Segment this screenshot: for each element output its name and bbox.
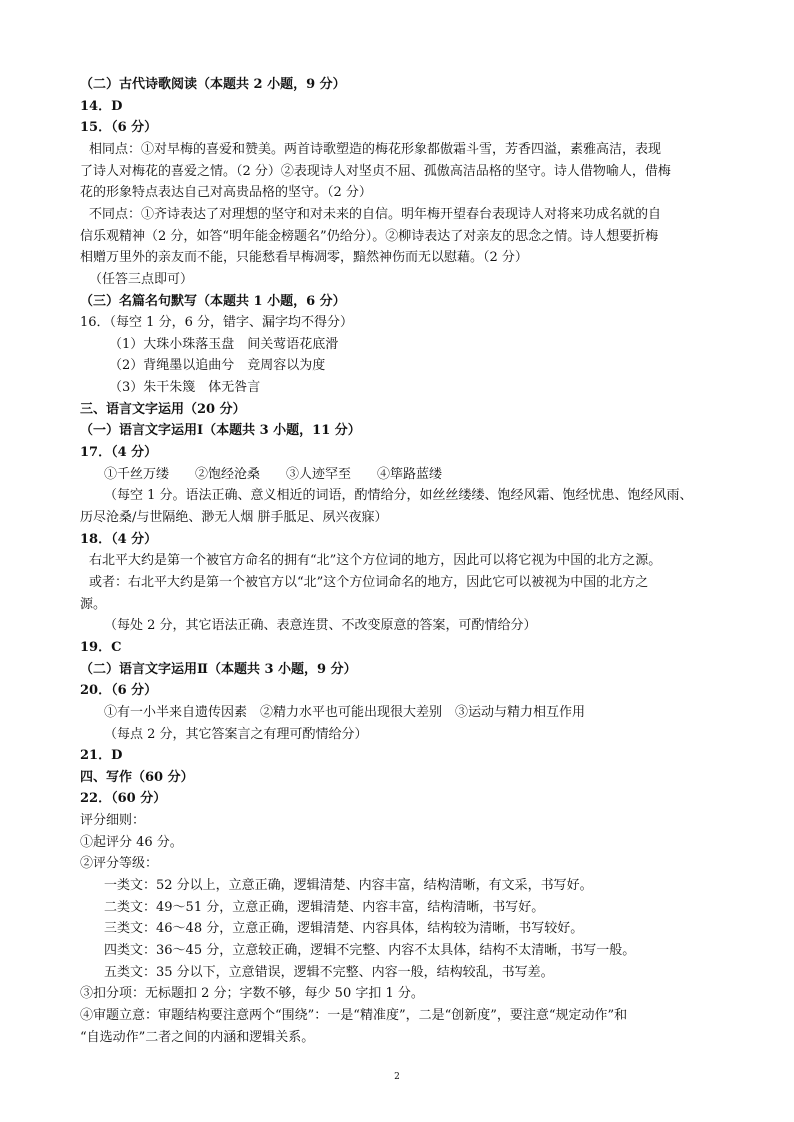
text-line: ③扣分项：无标题扣 2 分；字数不够，每少 50 字扣 1 分。 <box>80 986 424 1002</box>
text-line: 16．（每空 1 分，6 分，错字、漏字均不得分） <box>80 315 353 331</box>
text-line: （1）大珠小珠落玉盘 间关莺语花底滑 <box>109 336 339 352</box>
text-line: ②评分等级： <box>80 856 159 872</box>
section-heading: 22．（60 分） <box>80 791 167 807</box>
text-line: ④审题立意：审题结构要注意两个“围绕”：一是“精准度”，二是“创新度”，要注意“规定动作”和 <box>80 1007 628 1023</box>
section-heading: 15．（6 分） <box>80 120 158 136</box>
section-heading: 三、语言文字运用（20 分） <box>80 401 246 417</box>
text-line: 不同点：①齐诗表达了对理想的坚守和对未来的自信。明年梅开望春台表现诗人对将来功成名就的自 <box>89 206 662 222</box>
text-line: “自选动作”二者之间的内涵和逻辑关系。 <box>80 1029 315 1045</box>
section-heading: 19．C <box>80 639 122 655</box>
page-number: 2 <box>394 1072 400 1082</box>
text-line: 花的形象特点表达自己对高贵品格的坚守。（2 分） <box>80 185 372 201</box>
text-line: 历尽沧桑/与世隔绝、渺无人烟 胼手胝足、夙兴夜寐） <box>80 510 388 525</box>
text-line: 四类文：36～45 分，立意较正确，逻辑不完整、内容不太具体，结构不太清晰，书写一般。 <box>104 943 636 958</box>
text-line: 或者：右北平大约是第一个被官方以“北”这个方位词命名的地方，因此它可以被视为中国的北方之 <box>89 575 649 590</box>
section-heading: 四、写作（60 分） <box>80 769 194 785</box>
text-line: ①有一小半来自遗传因素 ②精力水平也可能出现很大差别 ③运动与精力相互作用 <box>104 704 586 720</box>
text-line: 一类文：52 分以上，立意正确，逻辑清楚、内容丰富，结构清晰，有文采，书写好。 <box>104 878 593 893</box>
section-heading: （二）语言文字运用Ⅱ（本题共 3 小题，9 分） <box>80 661 357 677</box>
text-line: （每点 2 分，其它答案言之有理可酌情给分） <box>104 726 368 742</box>
text-line: 了诗人对梅花的喜爱之情。（2 分）②表现诗人对坚贞不屈、孤傲高洁品格的坚守。诗人借物喻人，借梅 <box>80 163 671 179</box>
text-line: 五类文：35 分以下，立意错误，逻辑不完整、内容一般，结构较乱，书写差。 <box>104 964 554 980</box>
text-line: 源。 <box>80 596 107 612</box>
section-heading: 17．（4 分） <box>80 445 158 460</box>
text-line: 三类文：46～48 分，立意正确，逻辑清楚、内容具体，结构较为清晰，书写较好。 <box>104 921 584 937</box>
text-line: （3）朱干朱篾 体无咎言 <box>109 380 261 396</box>
text-line: （每处 2 分，其它语法正确、表意连贯、不改变原意的答案，可酌情给分） <box>104 618 537 634</box>
text-line: 评分细则： <box>80 813 146 829</box>
text-line: ①千丝万缕 ②饱经沧桑 ③人迹罕至 ④筚路蓝缕 <box>104 466 443 482</box>
text-line: 相同点：①对早梅的喜爱和赞美。两首诗歌塑造的梅花形象都傲霜斗雪，芳香四溢，素雅高洁，表现 <box>89 141 662 157</box>
section-heading: （二）古代诗歌阅读（本题共 2 小题，9 分） <box>80 77 346 92</box>
section-heading: 18．（4 分） <box>80 531 158 547</box>
text-line: （2）背绳墨以追曲兮 竞周容以为度 <box>109 358 326 374</box>
text-line: 右北平大约是第一个被官方命名的拥有“北”这个方位词的地方，因此可以将它视为中国的北方之源。 <box>89 553 662 569</box>
section-heading: 14．D <box>80 98 123 114</box>
section-heading: 20．（6 分） <box>80 683 158 699</box>
text-line: 相赠万里外的亲友而不能，只能愁看早梅凋零，黯然神伤而无以慰藉。（2 分） <box>80 250 528 266</box>
section-heading: 21．D <box>80 748 123 764</box>
section-heading: （三）名篇名句默写（本题共 1 小题，6 分） <box>80 293 346 309</box>
text-line: 二类文：49～51 分，立意正确，逻辑清楚、内容丰富，结构清晰，书写好。 <box>104 899 545 915</box>
text-line: ①起评分 46 分。 <box>80 834 183 850</box>
text-line: 信乐观精神（2 分，如答“明年能金榜题名”仍给分）。②柳诗表达了对亲友的思念之情。诗人想要折梅 <box>80 228 659 244</box>
text-line: （每空 1 分。语法正确、意义相近的词语，酌情给分，如丝丝缕缕、饱经风霜、饱经忧患、饱经风雨、 <box>104 488 693 504</box>
text-line: （任答三点即可） <box>89 271 194 287</box>
section-heading: （一）语言文字运用Ⅰ（本题共 3 小题，11 分） <box>80 423 361 439</box>
